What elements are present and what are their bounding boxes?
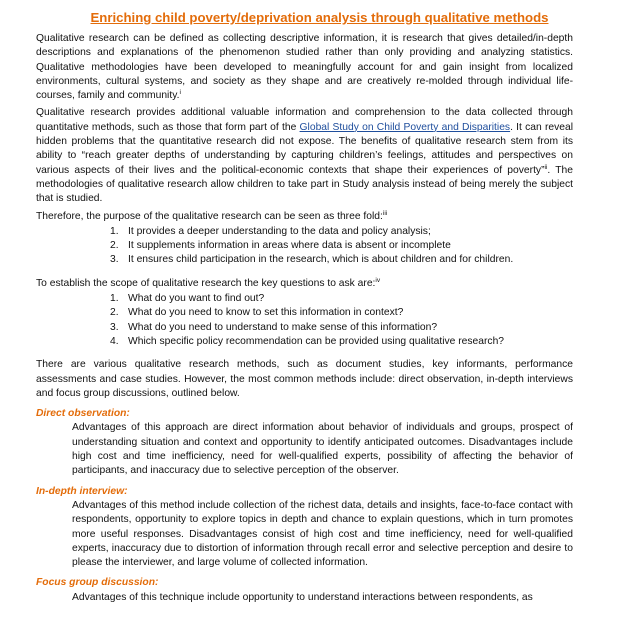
paragraph-benefits-text-2: . It can reveal hidden problems that the quantitative research did not expose. The benefits of qualitative research stem from its ability to “reach greater depths of understanding by capturing children’s feelings, attitudes and perspectives on various aspects of their lives and the political-economic contexts that shape their experiences of poverty” [36, 121, 574, 176]
list-item-number: 3. [110, 254, 119, 266]
purpose-intro-text: Therefore, the purpose of the qualitative research can be seen as three fold: [36, 210, 383, 222]
questions-intro-text: To establish the scope of qualitative research the key questions to ask are: [36, 277, 376, 289]
list-item-text: It supplements information in areas where data is absent or incomplete [128, 240, 451, 252]
section-text-direct-observation: Advantages of this approach are direct information about behavior of individuals and groups, prospect of understanding situation and context and opportunity to identify anticipated outcomes. Disadvantages include high cost and time inefficiency, need for well-qualified experts, possibility of affecting the behavior of participants, and inaccuracy due to selective perception of the observer. [72, 422, 573, 477]
section-heading-direct-observation: Direct observation: [36, 408, 130, 420]
purpose-list [36, 225, 573, 268]
list-item [36, 225, 573, 239]
questions-intro [36, 277, 573, 291]
footnote-ref-ii[interactable]: ii [544, 163, 548, 171]
paragraph-definition-text: Qualitative research can be defined as collecting descriptive information, it is research that gives detailed/in-depth descriptions and explanations of the phenomenon studied rather than only providing and analyzing statistics. Qualitative methodologies have been developed to meaningfully account for and gain insight from localized environments, cultural systems, and society as they shape and are creatively re-molded through individual life-courses, family and community. [36, 33, 573, 102]
list-item [36, 321, 573, 335]
section-text-in-depth-interview: Advantages of this method include collection of the richest data, details and insights, face-to-face contact with respondents, opportunity to explore topics in depth and chance to explain questions, which in turn promotes more useful responses. Disadvantages consist of high cost and time inefficiency, need for well-qualified experts, inaccuracy due to distortion of information through recall error and selective perception and desire to please the interviewer, and large volume of collected information. [72, 499, 573, 569]
list-item [36, 239, 573, 253]
list-item-text: What do you need to understand to make sense of this information? [128, 321, 438, 333]
list-item-text: It provides a deeper understanding to the data and policy analysis; [128, 225, 431, 237]
footnote-ref-i[interactable]: i [179, 89, 181, 97]
list-item-number: 4. [110, 335, 119, 347]
footnote-ref-iv[interactable]: iv [375, 276, 381, 284]
footnote-ref-iii[interactable]: iii [382, 209, 388, 217]
questions-list [36, 292, 573, 349]
list-item [36, 292, 573, 306]
document-body [0, 32, 639, 605]
list-item-text: What do you need to know to set this information in context? [128, 307, 404, 319]
paragraph-methods-overview: There are various qualitative research methods, such as document studies, key informants, performance assessments and case studies. However, the most common methods include: direct observation, in-depth interviews and focus group discussions, outlined below. [36, 359, 573, 399]
paragraph-definition [36, 32, 573, 103]
list-item-text: Which specific policy recommendation can be provided using qualitative research? [128, 335, 505, 347]
paragraph-benefits-text-3: . The methodologies of qualitative research allow children to take part in Study analysis instead of being merely the subject that is studied. [36, 164, 573, 205]
page-title: Enriching child poverty/deprivation analysis through qualitative methods [90, 10, 549, 25]
list-item-number: 1. [110, 293, 119, 305]
list-item-number: 1. [110, 225, 119, 237]
paragraph-benefits [36, 106, 573, 206]
list-item-text: It ensures child participation in the research, which is about children and for children. [128, 254, 514, 266]
list-item-number: 2. [110, 240, 119, 252]
paragraph-benefits-text-1: Qualitative research provides additional valuable information and comprehension to the data collected through quantitative methods, such as those that form part of the [36, 107, 573, 133]
list-item-number: 3. [110, 321, 119, 333]
section-heading-in-depth-interview: In-depth interview: [36, 485, 128, 497]
purpose-intro [36, 210, 573, 224]
section-text-focus-group: Advantages of this technique include opportunity to understand interactions between respondents, as [72, 591, 533, 603]
list-item [36, 253, 573, 267]
list-item-text: What do you want to find out? [128, 293, 265, 305]
global-study-link[interactable]: Global Study on Child Poverty and Disparities [299, 121, 511, 133]
list-item-number: 2. [110, 307, 119, 319]
section-heading-focus-group: Focus group discussion: [36, 577, 159, 589]
list-item [36, 306, 573, 320]
list-item [36, 335, 573, 349]
